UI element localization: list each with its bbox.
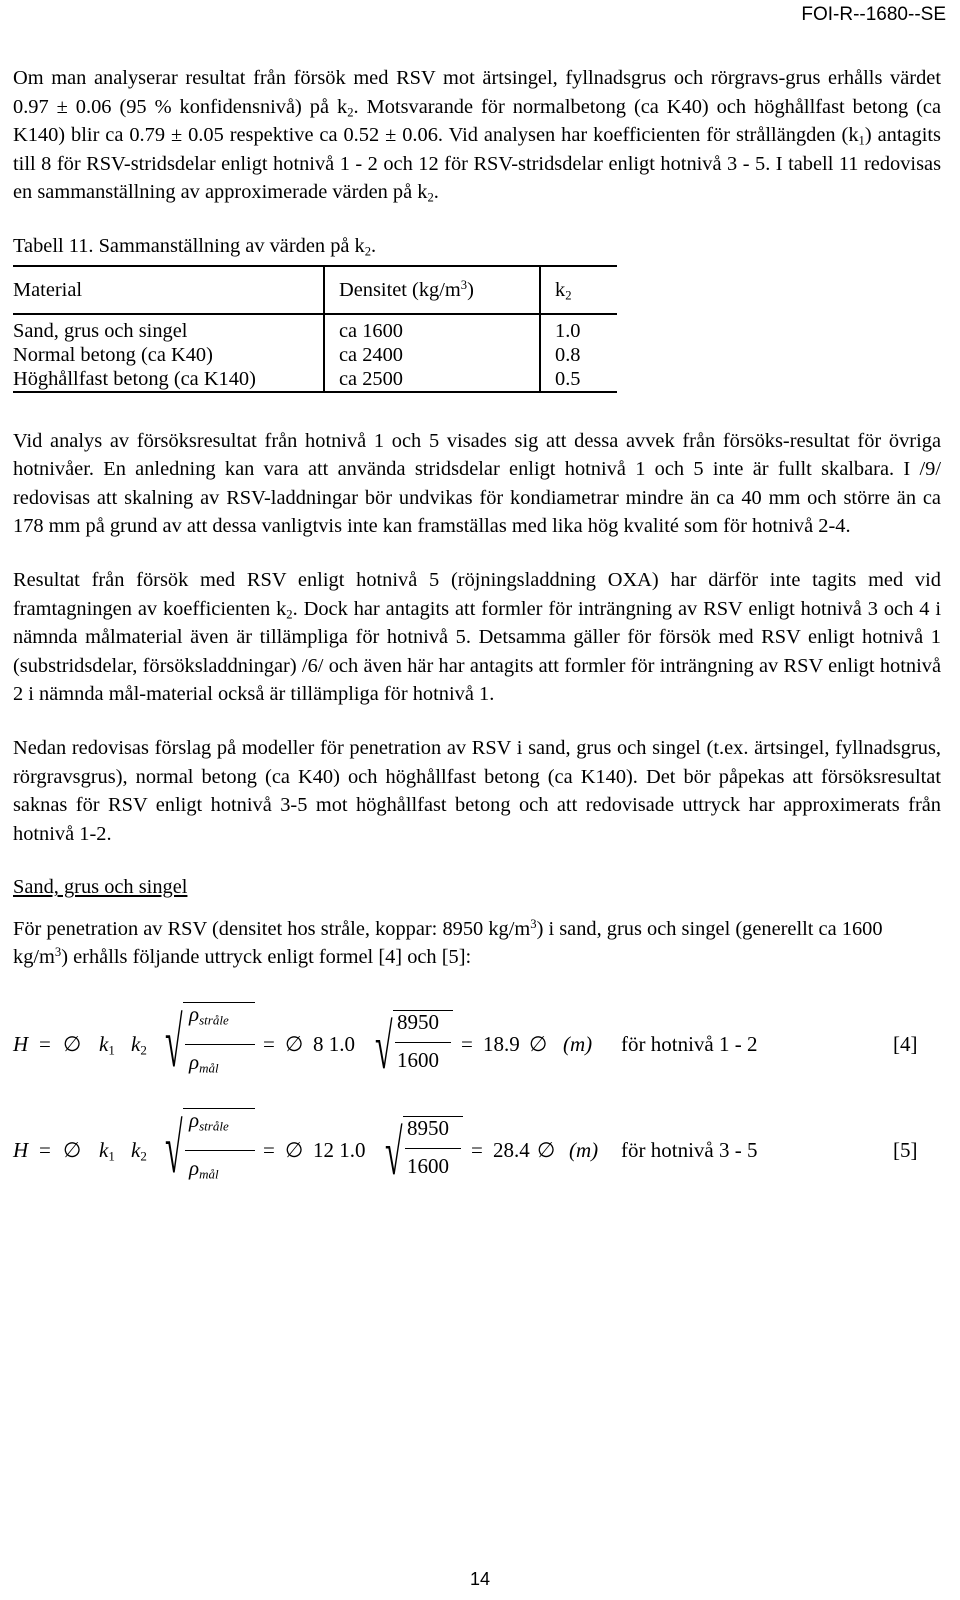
eq-variable-h: H bbox=[13, 1138, 29, 1163]
sqrt-icon: √ bbox=[165, 1002, 183, 1082]
paragraph-hotniva-analysis: Vid analys av försöksresultat från hotnivå 1 och 5 visades sig att dessa avvek från försöks-resultat för övriga hotnivåer. En anledning kan vara att använda stridsdelar enligt hotnivå 1 och 5 inte är fullt skalbara. I /9/ redovisas att skalning av RSV-laddningar bör undvikas för kondiametrar mindre än ca 40 mm och större än ca 178 mm på grund av att dessa vanligtvis inte kan framställas med lika hög kvalité som för hotnivå 2-4. bbox=[13, 429, 941, 538]
header-k2: $k_2$ bbox=[540, 266, 617, 314]
section-heading: Sand, grus och singel bbox=[13, 876, 188, 899]
cell-density: ca 2500 bbox=[324, 367, 540, 392]
equation-4 bbox=[13, 1002, 941, 1088]
table-row bbox=[13, 343, 617, 367]
eq-equals: = bbox=[39, 1138, 51, 1163]
diameter-icon: ∅ bbox=[537, 1138, 556, 1163]
diameter-icon: ∅ bbox=[285, 1032, 304, 1057]
eq-reference: [4] bbox=[893, 1032, 918, 1057]
eq-denominator: 1600 bbox=[407, 1154, 449, 1179]
eq-numerator: 8950 bbox=[397, 1010, 439, 1035]
eq-equals: = bbox=[39, 1032, 51, 1057]
table-header-row bbox=[13, 266, 617, 314]
eq-equals: = bbox=[461, 1032, 473, 1057]
sqrt-icon: √ bbox=[375, 1010, 393, 1083]
eq-unit: (m) bbox=[569, 1138, 599, 1163]
eq-denominator: 1600 bbox=[397, 1048, 439, 1073]
cell-material: Sand, grus och singel bbox=[13, 314, 324, 343]
cell-density: ca 1600 bbox=[324, 314, 540, 343]
eq-rho-stråle: $\rho_{stråle}$ bbox=[189, 1108, 229, 1134]
table-row bbox=[13, 314, 617, 343]
diameter-icon: ∅ bbox=[63, 1138, 82, 1163]
eq-values: 8 1.0 bbox=[313, 1032, 355, 1057]
cell-density: ca 2400 bbox=[324, 343, 540, 367]
eq-rho-stråle: $\rho_{stråle}$ bbox=[189, 1002, 229, 1028]
eq-result: 28.4 bbox=[493, 1138, 530, 1163]
header-material: Material bbox=[13, 266, 324, 314]
cell-material: Höghållfast betong (ca K140) bbox=[13, 367, 324, 392]
equation-5 bbox=[13, 1108, 941, 1194]
eq-numerator: 8950 bbox=[407, 1116, 449, 1141]
paragraph-penetration-models: Nedan redovisas förslag på modeller för penetration av RSV i sand, grus och singel (t.ex. ärtsingel, fyllnadsgrus, rörgravsgrus), normal betong (ca K40) och höghållfast betong (ca K140). Det bör påpekas att försöksresultat saknas för RSV enligt hotnivå 3-5 mot höghållfast betong och att redovisade uttryck har approximerats från hotnivå 1-2. bbox=[13, 736, 941, 845]
paragraph-k2-analysis: Om man analyserar resultat från försök med RSV mot ärtsingel, fyllnadsgrus och rörgravs-grus erhålls värdet 0.97 ± 0.06 (95 % konfidensnivå) på $k_2$. Motsvarande för normalbetong (ca K40) och höghållfast betong (ca K140) blir ca 0.79 ± 0.05 respektive ca 0.52 ± 0.06. Vid analysen har koefficienten för strållängden $(k_1)$ antagits till 8 för RSV-stridsdelar enligt hotnivå 1 - 2 och 12 för RSV-stridsdelar enligt hotnivå 3 - 5. I tabell 11 redovisas en sammanställning av approximerade värden på $k_2$. bbox=[13, 67, 941, 205]
eq-result: 18.9 bbox=[483, 1032, 520, 1057]
eq-rho-mål: $\rho_{mål}$ bbox=[189, 1050, 219, 1076]
eq-condition: för hotnivå 3 - 5 bbox=[621, 1138, 758, 1163]
table-caption: Tabell 11. Sammanställning av värden på $k_2$. bbox=[13, 234, 377, 259]
cell-k2: 0.8 bbox=[555, 343, 581, 366]
diameter-icon: ∅ bbox=[63, 1032, 82, 1057]
eq-equals: = bbox=[471, 1138, 483, 1163]
sqrt-icon: √ bbox=[385, 1116, 403, 1189]
diameter-icon: ∅ bbox=[529, 1032, 548, 1057]
eq-unit: (m) bbox=[563, 1032, 593, 1057]
eq-k2: $k_2$ bbox=[131, 1138, 147, 1164]
header-density: Densitet $(kg/m^3)$ bbox=[324, 266, 540, 314]
sqrt-icon: √ bbox=[165, 1108, 183, 1188]
eq-k1: $k_1$ bbox=[99, 1138, 115, 1164]
eq-reference: [5] bbox=[893, 1138, 918, 1163]
eq-equals: = bbox=[263, 1032, 275, 1057]
k2-table bbox=[13, 265, 617, 393]
eq-k1: $k_1$ bbox=[99, 1032, 115, 1058]
cell-material: Normal betong (ca K40) bbox=[13, 343, 324, 367]
page-number: 14 bbox=[469, 1569, 491, 1589]
document-id: FOI-R--1680--SE bbox=[801, 4, 946, 25]
table-row bbox=[13, 367, 617, 392]
eq-equals: = bbox=[263, 1138, 275, 1163]
eq-values: 12 1.0 bbox=[313, 1138, 366, 1163]
diameter-icon: ∅ bbox=[285, 1138, 304, 1163]
cell-k2: 1.0 bbox=[555, 319, 581, 342]
paragraph-penetration-sand: För penetration av RSV (densitet hos stråle, koppar: 8950 $kg/m^3$) i sand, grus och singel (generellt ca 1600 $kg/m^3$) erhålls följande uttryck enligt formel [4] och [5]: bbox=[13, 916, 883, 969]
page-body bbox=[13, 64, 941, 1194]
eq-k2: $k_2$ bbox=[131, 1032, 147, 1058]
eq-rho-mål: $\rho_{mål}$ bbox=[189, 1156, 219, 1182]
eq-variable-h: H bbox=[13, 1032, 29, 1057]
eq-condition: för hotnivå 1 - 2 bbox=[621, 1032, 758, 1057]
cell-k2: 0.5 bbox=[555, 367, 581, 390]
paragraph-resultat-rsv: Resultat från försök med RSV enligt hotnivå 5 (röjningsladdning OXA) har därför inte tagits med vid framtagningen av koefficienten $k_2$. Dock har antagits att formler för inträngning av RSV enligt hotnivå 3 och 4 i nämnda målmaterial även är tillämpliga för hotnivå 5. Detsamma gäller för försök med RSV enligt hotnivå 1 (substridsdelar, försöksladdningar) /6/ och även här har antagits att formler för inträngning av RSV enligt hotnivå 2 i nämnda mål-material också är tillämpliga för hotnivå 1. bbox=[13, 568, 941, 706]
